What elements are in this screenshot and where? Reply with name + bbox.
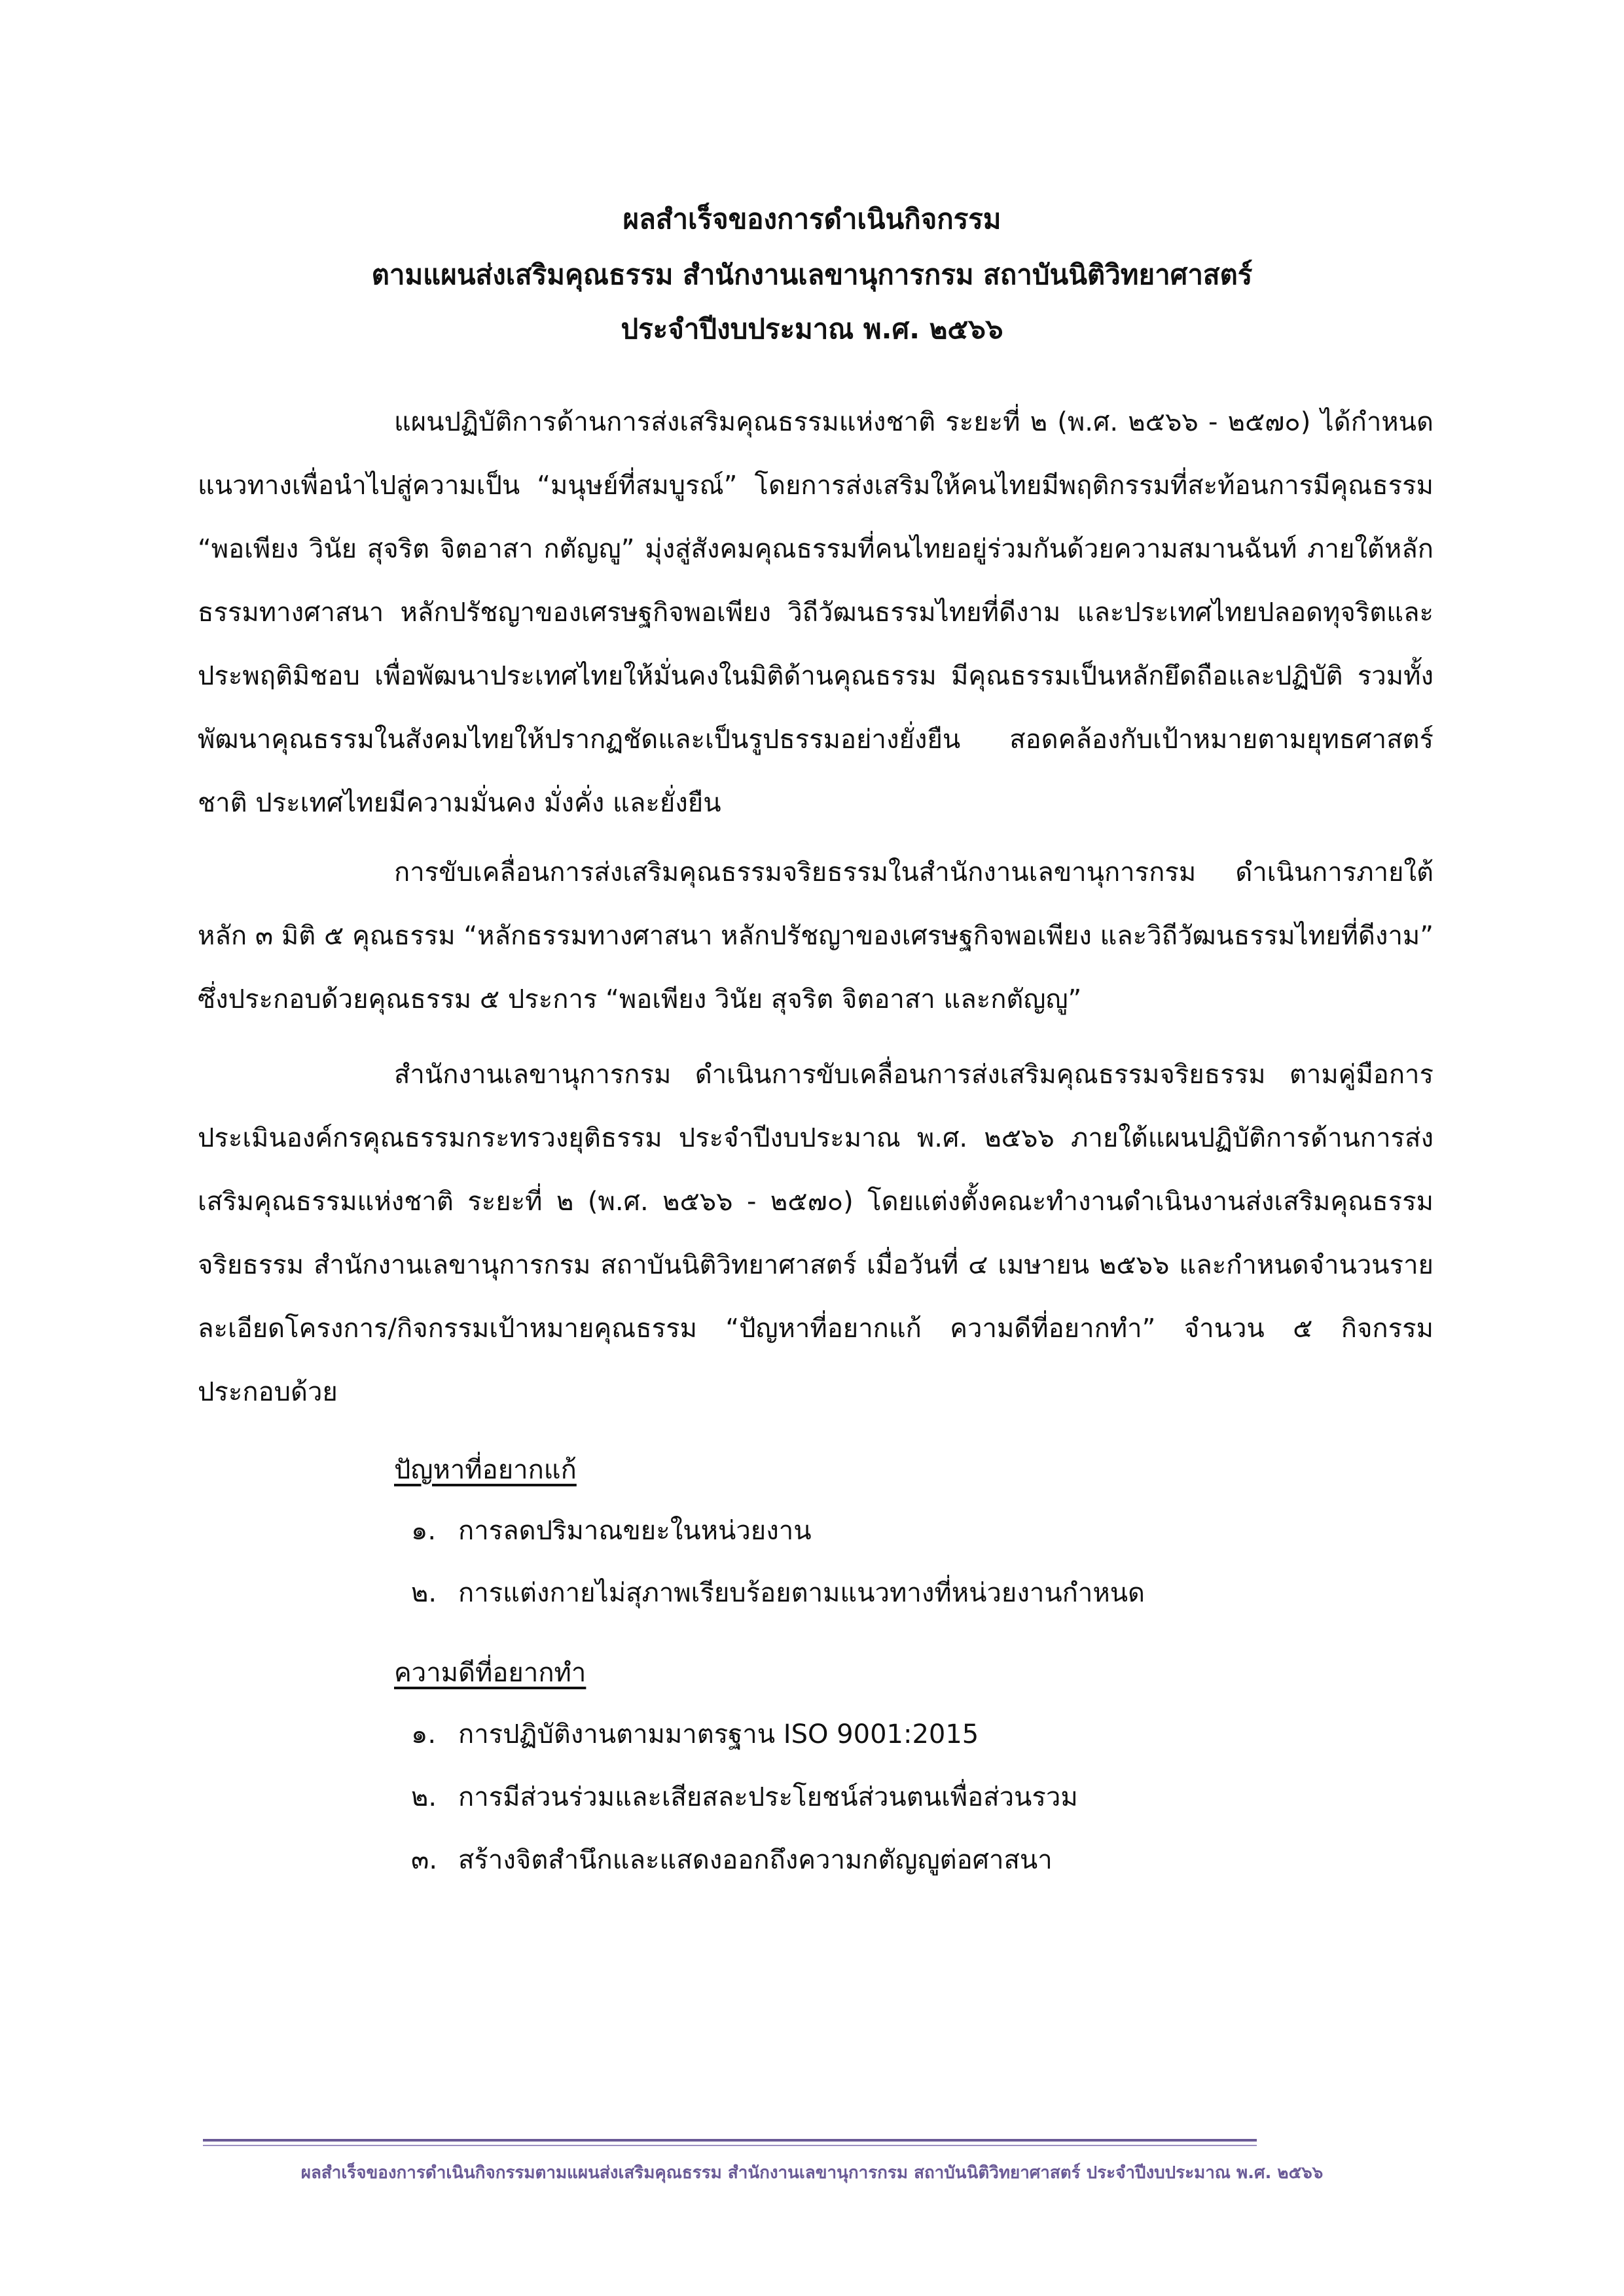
list-item-text: การมีส่วนร่วมและเสียสละประโยชน์ส่วนตนเพื่อส่วนรวม [458,1782,1078,1812]
list-item [411,1840,1053,1880]
list-item-number: ๒. [411,1782,437,1812]
list-item-number: ๑. [411,1719,437,1749]
list-item-number: ๑. [411,1516,437,1546]
paragraph-2-text: การขับเคลื่อนการส่งเสริมคุณธรรมจริยธรรมในสำนักงานเลขานุการกรม ดำเนินการภายใต้หลัก ๓ มิติ ๕ คุณธรรม “หลักธรรมทางศาสนา หลักปรัชญาของเศรษฐกิจพอเพียง และวิถีวัฒนธรรมไทยที่ดีงาม” ซึ่งประกอบด้วยคุณธรรม ๕ ประการ “พอเพียง วินัย สุจริต จิตอาสา และกตัญญู” [198,857,1434,1014]
document-title-line-1: ผลสำเร็จของการดำเนินกิจกรรม [623,203,1001,235]
document-title-line-3: ประจำปีงบประมาณ พ.ศ. ๒๕๖๖ [621,313,1003,345]
paragraph-1-text: แผนปฏิบัติการด้านการส่งเสริมคุณธรรมแห่งชาติ ระยะที่ ๒ (พ.ศ. ๒๕๖๖ - ๒๕๗๐) ได้กำหนดแนวทางเพื่อนำไปสู่ความเป็น “มนุษย์ที่สมบูรณ์” โดยการส่งเสริมให้คนไทยมีพฤติกรรมที่สะท้อนการมีคุณธรรม “พอเพียง วินัย สุจริต จิตอาสา กตัญญู” มุ่งสู่สังคมคุณธรรมที่คนไทยอยู่ร่วมกันด้วยความสมานฉันท์ ภายใต้หลักธรรมทางศาสนา หลักปรัชญาของเศรษฐกิจพอเพียง วิถีวัฒนธรรมไทยที่ดีงาม และประเทศไทยปลอดทุจริตและประพฤติมิชอบ เพื่อพัฒนาประเทศไทยให้มั่นคงในมิติด้านคุณธรรม มีคุณธรรมเป็นหลักยึดถือและปฏิบัติ รวมทั้งพัฒนาคุณธรรมในสังคมไทยให้ปรากฏชัดและเป็นรูปธรรมอย่างยั่งยืน สอดคล้องกับเป้าหมายตามยุทธศาสตร์ชาติ ประเทศไทยมีความมั่นคง มั่งคั่ง และยั่งยืน [198,407,1434,818]
list-item-text: การปฏิบัติงานตามมาตรฐาน ISO 9001:2015 [458,1719,979,1749]
page-footer: ผลสำเร็จของการดำเนินกิจกรรมตามแผนส่งเสริมคุณธรรม สำนักงานเลขานุการกรม สถาบันนิติวิทยาศาสตร์ ประจำปีงบประมาณ พ.ศ. ๒๕๖๖ [300,2163,1324,2183]
document-title-line-2: ตามแผนส่งเสริมคุณธรรม สำนักงานเลขานุการกรม สถาบันนิติวิทยาศาสตร์ [371,259,1253,291]
list-item-number: ๓. [411,1845,438,1875]
footer-divider [203,2139,1257,2142]
footer-divider-thin [203,2145,1257,2146]
good-deeds-heading: ความดีที่อยากทำ [394,1658,586,1688]
problems-heading: ปัญหาที่อยากแก้ [394,1455,577,1485]
list-item-text: สร้างจิตสำนึกและแสดงออกถึงความกตัญญูต่อศาสนา [458,1845,1053,1875]
list-item-text: การลดปริมาณขยะในหน่วยงาน [458,1516,812,1546]
paragraph-1 [198,391,1434,835]
list-item [411,1511,812,1551]
list-item [411,1778,1078,1817]
paragraph-3-text: สำนักงานเลขานุการกรม ดำเนินการขับเคลื่อนการส่งเสริมคุณธรรมจริยธรรม ตามคู่มือการประเมินองค์กรคุณธรรมกระทรวงยุติธรรม ประจำปีงบประมาณ พ.ศ. ๒๕๖๖ ภายใต้แผนปฏิบัติการด้านการส่งเสริมคุณธรรมแห่งชาติ ระยะที่ ๒ (พ.ศ. ๒๕๖๖ - ๒๕๗๐) โดยแต่งตั้งคณะทำงานดำเนินงานส่งเสริมคุณธรรมจริยธรรม สำนักงานเลขานุการกรม สถาบันนิติวิทยาศาสตร์ เมื่อวันที่ ๔ เมษายน ๒๕๖๖ และกำหนดจำนวนรายละเอียดโครงการ/กิจกรรมเป้าหมายคุณธรรม “ปัญหาที่อยากแก้ ความดีที่อยากทำ” จำนวน ๕ กิจกรรม ประกอบด้วย [198,1060,1434,1407]
list-item-number: ๒. [411,1578,437,1608]
list-item-text: การแต่งกายไม่สุภาพเรียบร้อยตามแนวทางที่หน่วยงานกำหนด [458,1578,1146,1608]
paragraph-2 [198,841,1434,1031]
list-item [411,1573,1145,1613]
list-item [411,1715,979,1754]
paragraph-3 [198,1043,1434,1424]
